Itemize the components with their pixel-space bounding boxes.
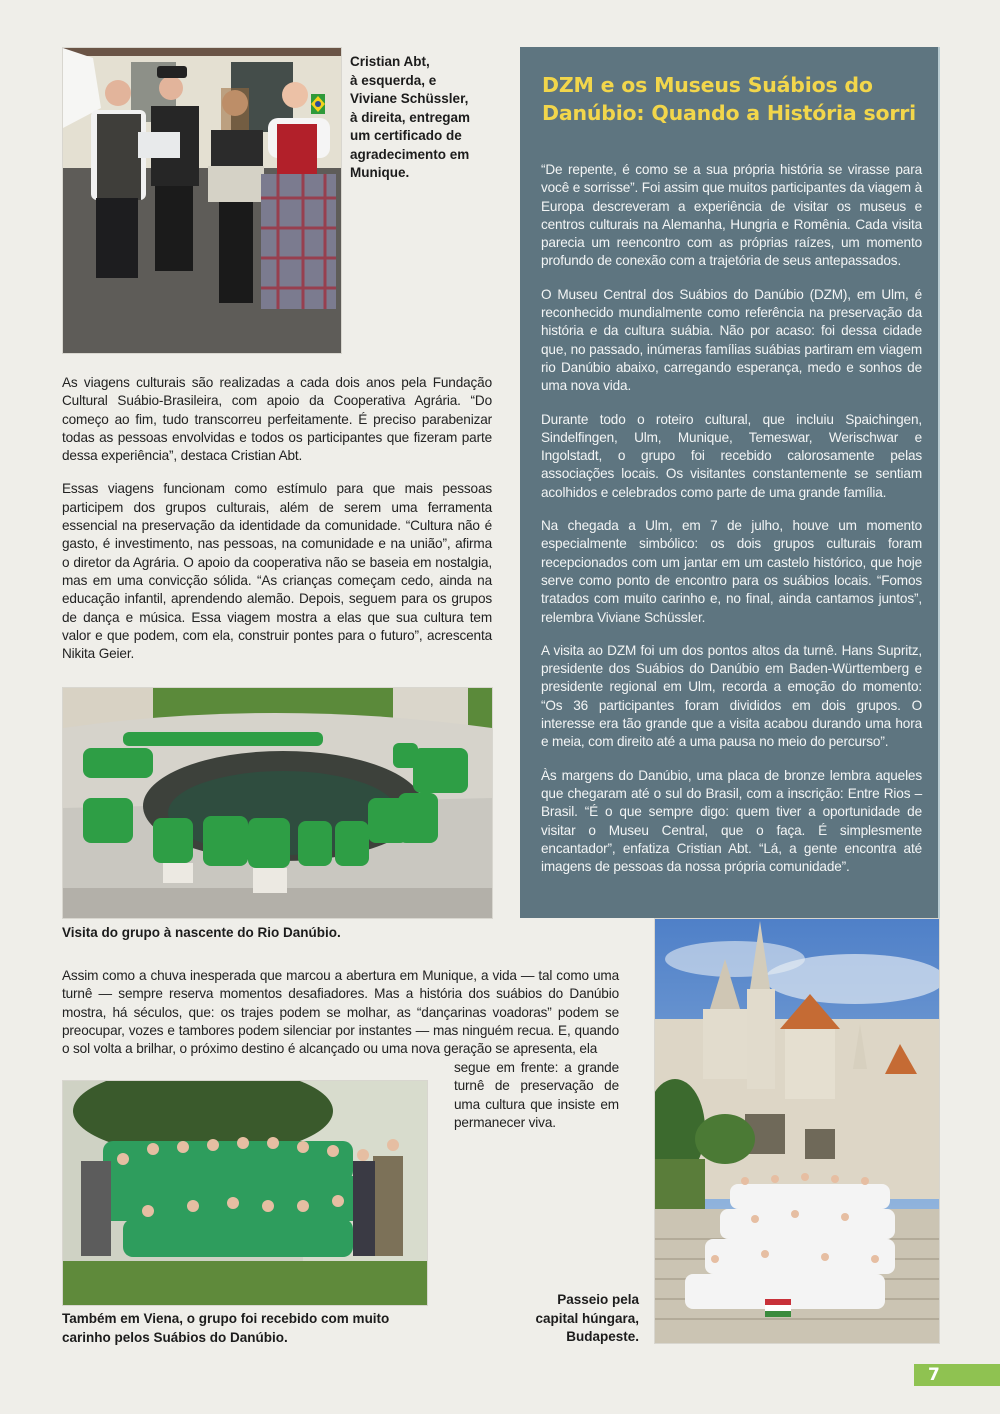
closing-paragraph: Assim como a chuva inesperada que marcou a abertura em Munique, a vida — tal como uma turnê — sempre reserva momentos desafiadores. Mas a história dos suábios do Danúbio mostra, há séculos, que: os trajes podem se molhar, as “dançarinas voadoras” podem se preocupar, vozes e tambores podem silenciar por instantes — mas ninguém recua. E, quando o sol volta a brilhar, o próximo destino é alcançado ou uma nova geração se apresenta, ela bbox=[62, 968, 619, 1057]
closing-paragraph-continued: segue em frente: a grande turnê de preservação de uma cultura que insiste em permanecer viva. bbox=[454, 1060, 619, 1130]
paragraph: A visita ao DZM foi um dos pontos altos da turnê. Hans Supritz, presidente dos Suábios do Danúbio em Baden-Württemberg e presidente regional em Ulm, recorda a emoção do momento: “Os 36 participantes foram divididos em dois grupos. O interesse era tão grande que a visita acabou durando uma hora e meia, com direito até a uma pausa no meio do percurso”. bbox=[541, 642, 922, 750]
paragraph: Durante todo o roteiro cultural, que incluiu Spaichingen, Sindelfingen, Ulm, Munique, Temeswar, Werischwar e Ingolstadt, o grupo foi recebido calorosamente pelas associações locais. Os visitantes constantemente se sentiam acolhidos e celebrados como parte de uma grande família. bbox=[541, 411, 922, 500]
caption-budapest bbox=[500, 1291, 639, 1347]
caption-danube-source: Visita do grupo à nascente do Rio Danúbio. bbox=[62, 925, 341, 940]
sidebar-box-dzm bbox=[520, 47, 940, 918]
caption-line: Passeio pela bbox=[557, 1292, 639, 1307]
paragraph: Às margens do Danúbio, uma placa de bronze lembra aqueles que chegaram até o sul do Brasil, com a inscrição: Entre Rios – Brasil. “É o que sempre digo: quem tiver a oportunidade de visitar o Museu Central, que o faça. É simplesmente encantador”, enfatiza Cristian Abt. “Lá, a gente encontra até imagens de pessoas da nossa própria comunidade”. bbox=[541, 767, 922, 875]
caption-line: capital húngara, bbox=[535, 1310, 639, 1326]
photo-budapest-group bbox=[654, 918, 940, 1344]
caption-line: à direita, entregam bbox=[350, 109, 471, 125]
paragraph: Na chegada a Ulm, em 7 de julho, houve um momento especialmente simbólico: os dois grupos culturais foram recepcionados com um jantar em um castelo histórico, que hoje serve como ponto de encontro para os suábios locais. “Fomos tratados com muito carinho e, no final, ainda cantamos juntos”, relembra Viviane Schüssler. bbox=[541, 518, 922, 625]
page-number-tab bbox=[914, 1364, 1000, 1386]
paragraph: “De repente, é como se a sua própria história se virasse para você e sorrisse”. Foi assim que muitos participantes da viagem à Europa descreveram a experiência de visitar os museus e centros culturais na Alemanha, Hungria e Romênia. Cada visita parecia um reencontro com as próprias raízes, um momento profundo de conexão com a trajetória de seus antepassados. bbox=[541, 162, 923, 269]
photo-danube-source bbox=[62, 687, 493, 919]
caption-certificate bbox=[350, 53, 500, 183]
caption-line: Munique. bbox=[350, 165, 410, 180]
title-line: Danúbio: Quando a História sorri bbox=[542, 101, 916, 125]
title-line: DZM e os Museus Suábios do bbox=[542, 73, 873, 97]
paragraph: Essas viagens funcionam como estímulo para que mais pessoas participem dos grupos culturais, além de serem uma ferramenta essencial na preservação da identidade da comunidade. “Cultura não é gasto, é investimento, nas pessoas, na comunidade e na união”, afirma o diretor da Agrária. O apoio da cooperativa não se baseia em nostalgia, mas em uma convicção sólida. “As crianças começam cedo, ainda na educação infantil, aprendendo alemão. Depois, seguem para os grupos de dança e música. Essa viagem mostra a elas que sua cultura tem valor e que podem, com ela, construir pontes para o futuro”, acrescenta Nikita Geier. bbox=[62, 481, 492, 662]
page-number: 7 bbox=[928, 1365, 940, 1385]
caption-line: Também em Viena, o grupo foi recebido com muito bbox=[62, 1311, 390, 1326]
caption-line: um certificado de bbox=[350, 128, 462, 143]
sidebar-title bbox=[542, 71, 922, 127]
paragraph: O Museu Central dos Suábios do Danúbio (DZM), em Ulm, é reconhecido mundialmente como referência na preservação da história e da cultura suábia. Não por acaso: foi dessa cidade que, no passado, inúmeras famílias suábias partiram em viagem rio Danúbio abaixo, carregando esperança, medo e sonhos de uma nova vida. bbox=[541, 286, 922, 394]
caption-line: Cristian Abt, bbox=[350, 54, 430, 69]
caption-line: Viviane Schüssler, bbox=[350, 91, 469, 106]
caption-vienna bbox=[62, 1310, 462, 1347]
caption-line: à esquerda, e bbox=[350, 72, 437, 88]
photo-certificate-munich bbox=[62, 47, 342, 354]
caption-line: agradecimento em bbox=[350, 146, 470, 162]
caption-line: carinho pelos Suábios do Danúbio. bbox=[62, 1329, 288, 1345]
photo-vienna-group bbox=[62, 1080, 428, 1306]
caption-line: Budapeste. bbox=[566, 1329, 639, 1344]
paragraph: As viagens culturais são realizadas a cada dois anos pela Fundação Cultural Suábio-Brasileira, com apoio da Cooperativa Agrária. “Do começo ao fim, tudo transcorreu perfeitamente. É preciso parabenizar todas as pessoas envolvidas e todos os participantes que fizeram parte dessa experiência”, destaca Cristian Abt. bbox=[62, 375, 492, 464]
left-column-article bbox=[62, 374, 492, 678]
sidebar-body bbox=[541, 161, 922, 891]
